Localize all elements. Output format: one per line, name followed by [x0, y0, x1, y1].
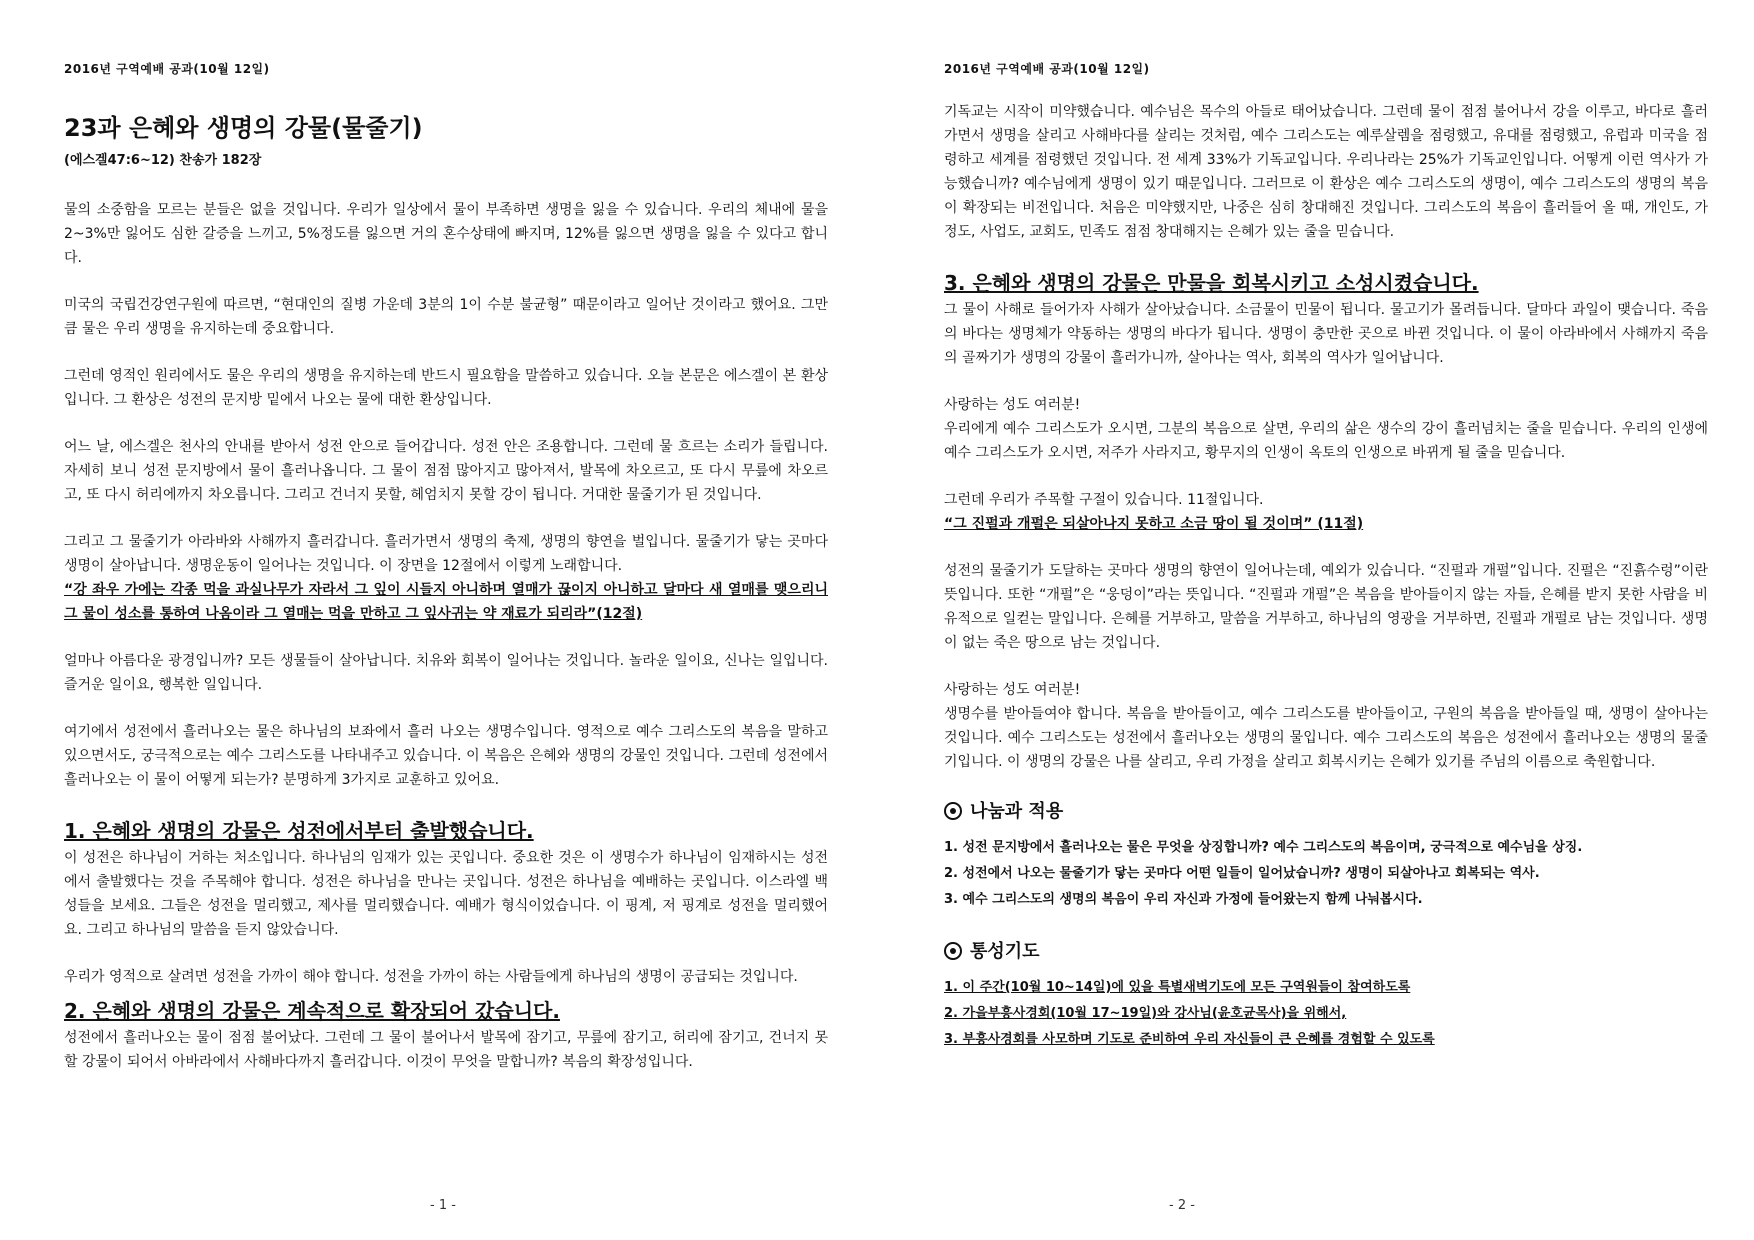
list-item: 3. 예수 그리스도의 생명의 복음이 우리 자신과 가정에 들어왔는지 함께 나눠봅시다. — [944, 892, 1423, 907]
paragraph: 그리고 그 물줄기가 아라바와 사해까지 흘러갑니다. 흘러가면서 생명의 축제, 생명의 향연을 벌입니다. 물줄기가 닿는 곳마다 생명이 살아납니다. 생명운동이 일어나는 것입니다. 이 장면을 12절에서 이렇게 노래합니다. — [64, 534, 828, 574]
section-heading: 2. 은혜와 생명의 강물은 계속적으로 확장되어 갔습니다. — [64, 999, 560, 1023]
paragraph: 물의 소중함을 모르는 분들은 없을 것입니다. 우리가 일상에서 물이 부족하면 생명을 잃을 수 있습니다. 우리의 체내에 물을 2~3%만 잃어도 심한 갈증을 느끼고, 5%정도를 잃으면 거의 혼수상태에 빠지며, 12%를 잃으면 생명을 잃을 수 있다고 합니다. — [64, 202, 828, 266]
scripture-quote: “그 진펄과 개펄은 되살아나지 못하고 소금 땅이 될 것이며” (11절) — [944, 516, 1364, 532]
paragraph: 이 성전은 하나님이 거하는 처소입니다. 하나님의 임재가 있는 곳입니다. 중요한 것은 이 생명수가 하나님이 임재하시는 성전에서 출발했다는 것을 주목해야 합니다. 성전은 하나님을 만나는 곳입니다. 성전은 하나님을 예배하는 곳입니다. 이스라엘 백성들을 보세요. 그들은 성전을 멀리했고, 제사를 멀리했습니다. 예배가 형식이었습니다. 이 핑계, 저 핑계로 성전을 멀리했어요. 그리고 하나님의 말씀을 듣지 않았습니다. — [64, 850, 828, 938]
paragraph: 우리가 영적으로 살려면 성전을 가까이 해야 합니다. 성전을 가까이 하는 사람들에게 하나님의 생명이 공급되는 것입니다. — [64, 969, 798, 985]
page-header: 2016년 구역예배 공과(10월 12일) — [64, 62, 270, 76]
paragraph: 그런데 우리가 주목할 구절이 있습니다. 11절입니다. — [944, 492, 1264, 508]
prayer-list — [944, 975, 1708, 1053]
page-header: 2016년 구역예배 공과(10월 12일) — [944, 62, 1150, 76]
list-item: 3. 부흥사경회를 사모하며 기도로 준비하여 우리 자신들이 큰 은혜를 경험할 수 있도록 — [944, 1032, 1435, 1047]
list-item: 1. 성전 문지방에서 흘러나오는 물은 무엇을 상징합니까? 예수 그리스도의 복음이며, 궁극적으로 예수님을 상징. — [944, 840, 1583, 855]
bullseye-icon — [944, 942, 962, 960]
sharing-list — [944, 835, 1708, 913]
page-1-content — [64, 60, 828, 1074]
paragraph: 얼마나 아름다운 광경입니까? 모든 생물들이 살아납니다. 치유와 회복이 일어나는 것입니다. 놀라운 일이요, 신나는 일입니다. 즐거운 일이요, 행복한 일입니다. — [64, 653, 828, 693]
lesson-title: 23과 은혜와 생명의 강물(물줄기) — [64, 114, 423, 142]
list-item: 1. 이 주간(10월 10~14일)에 있을 특별새벽기도에 모든 구역원들이 참여하도록 — [944, 980, 1411, 995]
bullseye-icon — [944, 802, 962, 820]
paragraph: 여기에서 성전에서 흘러나오는 물은 하나님의 보좌에서 흘러 나오는 생명수입니다. 영적으로 예수 그리스도의 복음을 말하고 있으면서도, 궁극적으로는 예수 그리스도를 나타내주고 있습니다. 이 복음은 은혜와 생명의 강물인 것입니다. 그런데 성전에서 흘러나오는 이 물이 어떻게 되는가? 분명하게 3가지로 교훈하고 있어요. — [64, 724, 828, 788]
greeting: 사랑하는 성도 여러분! — [944, 397, 1081, 413]
section-heading: 3. 은혜와 생명의 강물은 만물을 회복시키고 소성시켰습니다. — [944, 271, 1479, 295]
sharing-section-heading — [944, 797, 1708, 823]
lesson-subtitle: (에스겔47:6~12) 찬송가 182장 — [64, 153, 262, 168]
paragraph: 성전의 물줄기가 도달하는 곳마다 생명의 향연이 일어나는데, 예외가 있습니다. “진펄과 개펄”입니다. 진펄은 “진흙수렁”이란 뜻입니다. 또한 “개펄”은 “웅덩이”라는 뜻입니다. “진펄과 개펄”은 복음을 받아들이지 않는 자들, 은혜를 받지 못한 사람을 비유적으로 일컫는 말입니다. 은혜를 거부하고, 말씀을 거부하고, 하나님의 영광을 거부하면, 진펄과 개펄로 남는 것입니다. 생명이 없는 죽은 땅으로 남는 것입니다. — [944, 563, 1708, 651]
prayer-section-title: 통성기도 — [970, 941, 1040, 962]
paragraph: 기독교는 시작이 미약했습니다. 예수님은 목수의 아들로 태어났습니다. 그런데 물이 점점 불어나서 강을 이루고, 바다로 흘러가면서 생명을 살리고 사해바다를 살리는 것처럼, 예수 그리스도는 예루살렘을 점령했고, 유대를 점령했고, 유럽과 미국을 점령하고 세계를 점령했던 것입니다. 전 세계 33%가 기독교입니다. 우리나라는 25%가 기독교인입니다. 어떻게 이런 역사가 가능했습니까? 예수님에게 생명이 있기 때문입니다. 그러므로 이 환상은 예수 그리스도의 생명이, 예수 그리스도의 생명의 복음이 확장되는 비전입니다. 처음은 미약했지만, 나중은 심히 창대해진 것입니다. 그리스도의 복음이 흘러들어 올 때, 개인도, 가정도, 사업도, 교회도, 민족도 점점 창대해지는 은혜가 있는 줄을 믿습니다. — [944, 104, 1708, 240]
sharing-section-title: 나눔과 적용 — [970, 801, 1064, 822]
greeting: 사랑하는 성도 여러분! — [944, 682, 1081, 698]
prayer-section-heading — [944, 937, 1708, 963]
scripture-quote: “강 좌우 가에는 각종 먹을 과실나무가 자라서 그 잎이 시들지 아니하며 열매가 끊이지 아니하고 달마다 새 열매를 맺으리니 그 물이 성소를 통하여 나옴이라 그 열매는 먹을 만하고 그 잎사귀는 약 재료가 되리라”(12절) — [64, 582, 828, 622]
paragraph: 성전에서 흘러나오는 물이 점점 불어났다. 그런데 그 물이 불어나서 발목에 잠기고, 무릎에 잠기고, 허리에 잠기고, 건너지 못할 강물이 되어서 아바라에서 사해바다까지 흘러갑니다. 이것이 무엇을 말합니까? 복음의 확장성입니다. — [64, 1030, 828, 1070]
paragraph: 어느 날, 에스겔은 천사의 안내를 받아서 성전 안으로 들어갑니다. 성전 안은 조용합니다. 그런데 물 흐르는 소리가 들립니다. 자세히 보니 성전 문지방에서 물이 흘러나옵니다. 그 물이 점점 많아지고 많아져서, 발목에 차오르고, 또 다시 무릎에 차오르고, 또 다시 허리에까지 차오릅니다. 그리고 건너지 못할, 헤엄치지 못할 강이 됩니다. 거대한 물줄기가 된 것입니다. — [64, 439, 828, 503]
paragraph: 그 물이 사해로 들어가자 사해가 살아났습니다. 소금물이 민물이 됩니다. 물고기가 몰려듭니다. 달마다 과일이 맺습니다. 죽음의 바다는 생명체가 약동하는 생명의 바다가 됩니다. 생명이 충만한 곳으로 바뀐 것입니다. 이 물이 아라바에서 사해까지 죽음의 골짜기가 생명의 강물이 흘러가니까, 살아나는 역사, 회복의 역사가 일어납니다. — [944, 302, 1708, 366]
paragraph: 우리에게 예수 그리스도가 오시면, 그분의 복음으로 살면, 우리의 삶은 생수의 강이 흘러넘치는 줄을 믿습니다. 우리의 인생에 예수 그리스도가 오시면, 저주가 사라지고, 황무지의 인생이 옥토의 인생으로 바뀌게 될 줄을 믿습니다. — [944, 421, 1708, 461]
list-item: 2. 성전에서 나오는 물줄기가 닿는 곳마다 어떤 일들이 일어났습니까? 생명이 되살아나고 회복되는 역사. — [944, 866, 1540, 881]
list-item: 2. 가을부흥사경회(10월 17~19일)와 강사님(윤호균목사)을 위해서, — [944, 1006, 1347, 1021]
page-number: - 1 - — [430, 1198, 456, 1213]
section-heading: 1. 은혜와 생명의 강물은 성전에서부터 출발했습니다. — [64, 819, 534, 843]
paragraph: 그런데 영적인 원리에서도 물은 우리의 생명을 유지하는데 반드시 필요함을 말씀하고 있습니다. 오늘 본문은 에스겔이 본 환상입니다. 그 환상은 성전의 문지방 밑에서 나오는 물에 대한 환상입니다. — [64, 368, 828, 408]
paragraph: 생명수를 받아들여야 합니다. 복음을 받아들이고, 예수 그리스도를 받아들이고, 구원의 복음을 받아들일 때, 생명이 살아나는 것입니다. 예수 그리스도는 성전에서 흘러나오는 생명의 물입니다. 예수 그리스도의 복음은 성전에서 흘러나오는 생명의 물줄기입니다. 이 생명의 강물은 나를 살리고, 우리 가정을 살리고 회복시키는 은혜가 있기를 주님의 이름으로 축원합니다. — [944, 706, 1708, 770]
paragraph: 미국의 국립건강연구원에 따르면, “현대인의 질병 가운데 3분의 1이 수분 불균형” 때문이라고 일어난 것이라고 했어요. 그만큼 물은 우리 생명을 유지하는데 중요합니다. — [64, 297, 828, 337]
page-number: - 2 - — [1169, 1198, 1195, 1213]
page-2-content — [944, 100, 1708, 1077]
page-2 — [877, 0, 1754, 1240]
